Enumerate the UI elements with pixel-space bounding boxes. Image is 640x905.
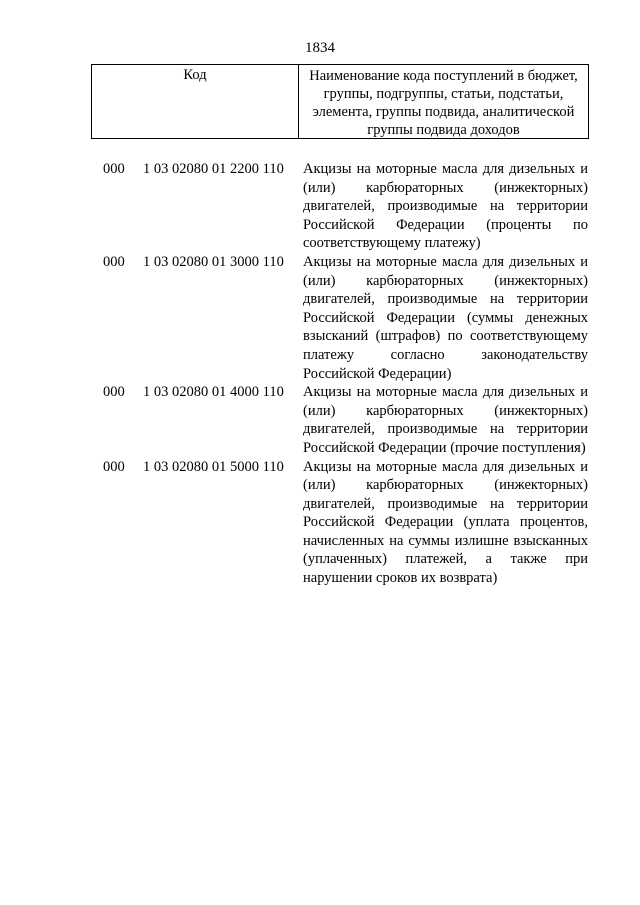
row-revenue-code: 1 03 02080 01 5000 110 (143, 458, 284, 475)
table-row (0, 160, 640, 253)
revenue-code-list (0, 160, 640, 588)
row-admin-code: 000 (103, 458, 125, 475)
header-code-label: Код (92, 65, 299, 138)
table-row (0, 253, 640, 383)
row-revenue-code: 1 03 02080 01 3000 110 (143, 253, 284, 270)
row-revenue-name: Акцизы на моторные масла для дизельных и (или) карбюраторных (инжекторных) двигателей, производимые на территории Российской Федерации (проценты по соответствующему платежу) (303, 161, 588, 252)
row-revenue-name: Акцизы на моторные масла для дизельных и (или) карбюраторных (инжекторных) двигателей, производимые на территории Российской Федерации (прочие поступления) (303, 384, 588, 456)
row-revenue-name: Акцизы на моторные масла для дизельных и (или) карбюраторных (инжекторных) двигателей, производимые на территории Российской Федерации (суммы денежных взысканий (штрафов) по соответствующему платежу согласно законодательству Российской Федерации) (303, 253, 588, 382)
table-row (0, 383, 640, 457)
row-admin-code: 000 (103, 161, 125, 177)
header-name-label: Наименование кода поступлений в бюджет, группы, подгруппы, статьи, подстатьи, элемента, группы подвида, аналитической группы подвида доходов (309, 68, 578, 138)
row-revenue-code: 1 03 02080 01 4000 110 (143, 384, 284, 401)
table-header (91, 64, 589, 139)
row-admin-code: 000 (103, 384, 125, 401)
row-revenue-name: Акцизы на моторные масла для дизельных и (или) карбюраторных (инжекторных) двигателей, производимые на территории Российской Федерации (уплата процентов, начисленных на суммы излишне взысканных (уплаченных) платежей, а также при нарушении сроков их возврата) (303, 458, 588, 587)
table-row (0, 458, 640, 588)
row-admin-code: 000 (103, 253, 125, 270)
page-number: 1834 (305, 40, 335, 56)
row-revenue-code: 1 03 02080 01 2200 110 (143, 161, 284, 177)
